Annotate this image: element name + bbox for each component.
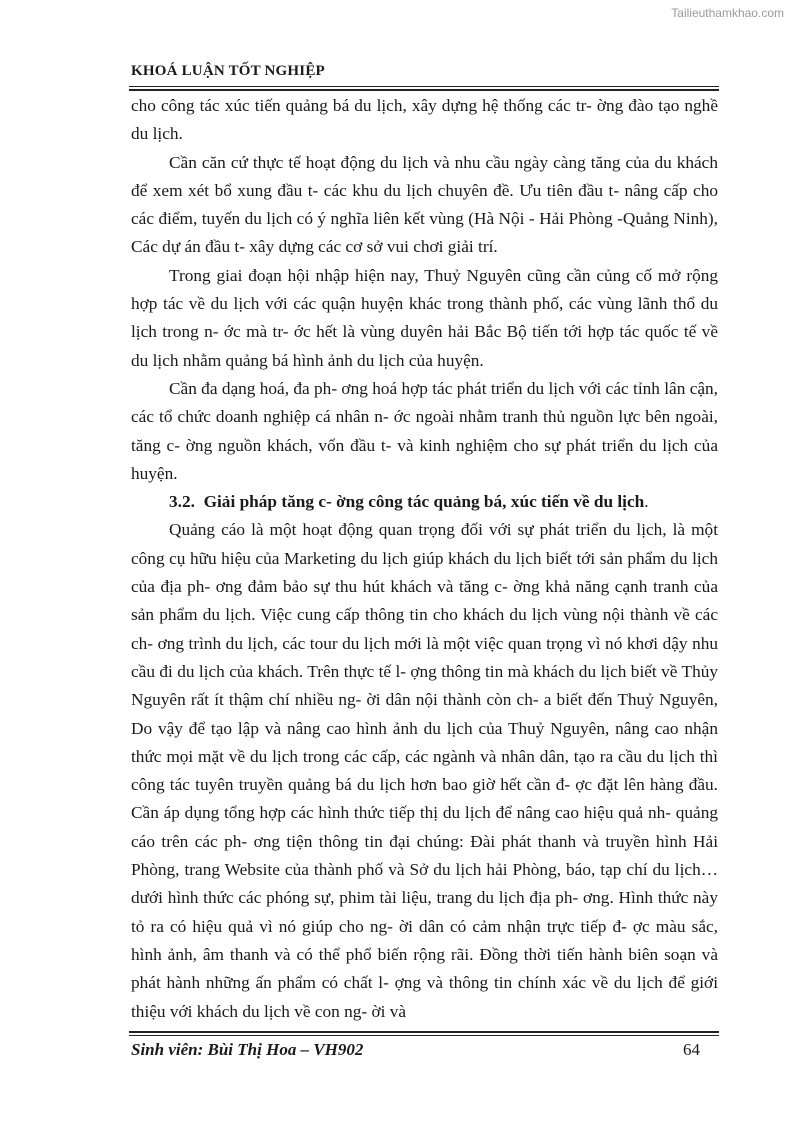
section-title: Giải pháp tăng c- ờng công tác quảng bá, xúc tiến về du lịch (203, 492, 645, 512)
watermark: Tailieuthamkhao.com (671, 6, 784, 20)
document-header: KHOÁ LUẬN TỐT NGHIỆP (131, 63, 325, 79)
body-text (131, 92, 718, 1026)
footer-student-name: Sinh viên: Bùi Thị Hoa – VH902 (131, 1040, 364, 1059)
footer-rule (129, 1035, 719, 1036)
paragraph: Cần đa dạng hoá, đa ph- ơng hoá hợp tác phát triển du lịch với các tỉnh lân cận, các tổ chức doanh nghiệp cá nhân n- ớc ngoài nhằm tranh thủ nguồn lực bên ngoài, tăng c- ờng nguồn khách, vốn đầu t- và kinh nghiệm cho sự phát triển du lịch của huyện. (131, 378, 718, 483)
footer-rule-thick (129, 1031, 719, 1033)
paragraph-continuation: cho công tác xúc tiến quảng bá du lịch, xây dựng hệ thống các tr- ờng đào tạo nghề du lịch. (131, 96, 718, 144)
paragraph: Cần căn cứ thực tế hoạt động du lịch và nhu cầu ngày càng tăng của du khách để xem xét bổ xung đầu t- các khu du lịch chuyên đề. Ưu tiên đầu t- nâng cấp cho các điểm, tuyến du lịch có ý nghĩa liên kết vùng (Hà Nội - Hải Phòng -Quảng Ninh), Các dự án đầu t- xây dựng các cơ sở vui chơi giải trí. (131, 152, 718, 257)
header-rule-thick (129, 89, 719, 91)
paragraph: Trong giai đoạn hội nhập hiện nay, Thuỷ Nguyên cũng cần củng cố mở rộng hợp tác về du lịch với các quận huyện khác trong thành phố, các vùng lãnh thổ du lịch trong n- ớc mà tr- ớc hết là vùng duyên hải Bắc Bộ tiến tới hợp tác quốc tế về du lịch nhằm quảng bá hình ảnh du lịch của huyện. (131, 265, 718, 370)
section-heading (169, 492, 644, 511)
page-number: 64 (683, 1040, 700, 1059)
section-trailing-period: . (644, 492, 649, 512)
section-number: 3.2. (169, 492, 195, 512)
header-rule (129, 86, 719, 87)
section-paragraph: Quảng cáo là một hoạt động quan trọng đối với sự phát triển du lịch, là một công cụ hữu hiệu của Marketing du lịch giúp khách du lịch biết tới sản phẩm du lịch của địa ph- ơng đảm bảo sự thu hút khách và tăng c- ờng khả năng cạnh tranh của sản phẩm du lịch. Việc cung cấp thông tin cho khách du lịch vùng nội thành về các ch- ơng trình du lịch, các tour du lịch mới là một việc quan trọng vì nó khơi dậy nhu cầu đi du lịch của khách. Trên thực tế l- ợng thông tin mà khách du lịch biết về Thủy Nguyên rất ít thậm chí nhiều ng- ời dân nội thành còn ch- a biết đến Thuỷ Nguyên, Do vậy để tạo lập và nâng cao hình ảnh du lịch của Thuỷ Nguyên, nâng cao nhận thức mọi mặt về du lịch trong các cấp, các ngành và nhân dân, tạo ra cầu du lịch thì công tác tuyên truyền quảng bá du lịch hơn bao giờ hết cần đ- ợc đặt lên hàng đầu. Cần áp dụng tổng hợp các hình thức tiếp thị du lịch để nâng cao hiệu quả nh- quảng cáo trên các ph- ơng tiện thông tin đại chúng: Đài phát thanh và truyền hình Hải Phòng, trang Website của thành phố và Sở du lịch hải Phòng, báo, tạp chí du lịch… dưới hình thức các phóng sự, phim tài liệu, trang du lịch địa ph- ơng. Hình thức này tỏ ra có hiệu quả vì nó giúp cho ng- ời dân có cảm nhận trực tiếp đ- ợc màu sắc, hình ảnh, âm thanh và có thể phổ biến rộng rãi. Đồng thời tiến hành biên soạn và phát hành những ấn phẩm có chất l- ợng và thông tin chính xác về du lịch để giới thiệu với khách du lịch về con ng- ời và (131, 520, 718, 1021)
section-heading-line (131, 488, 718, 516)
